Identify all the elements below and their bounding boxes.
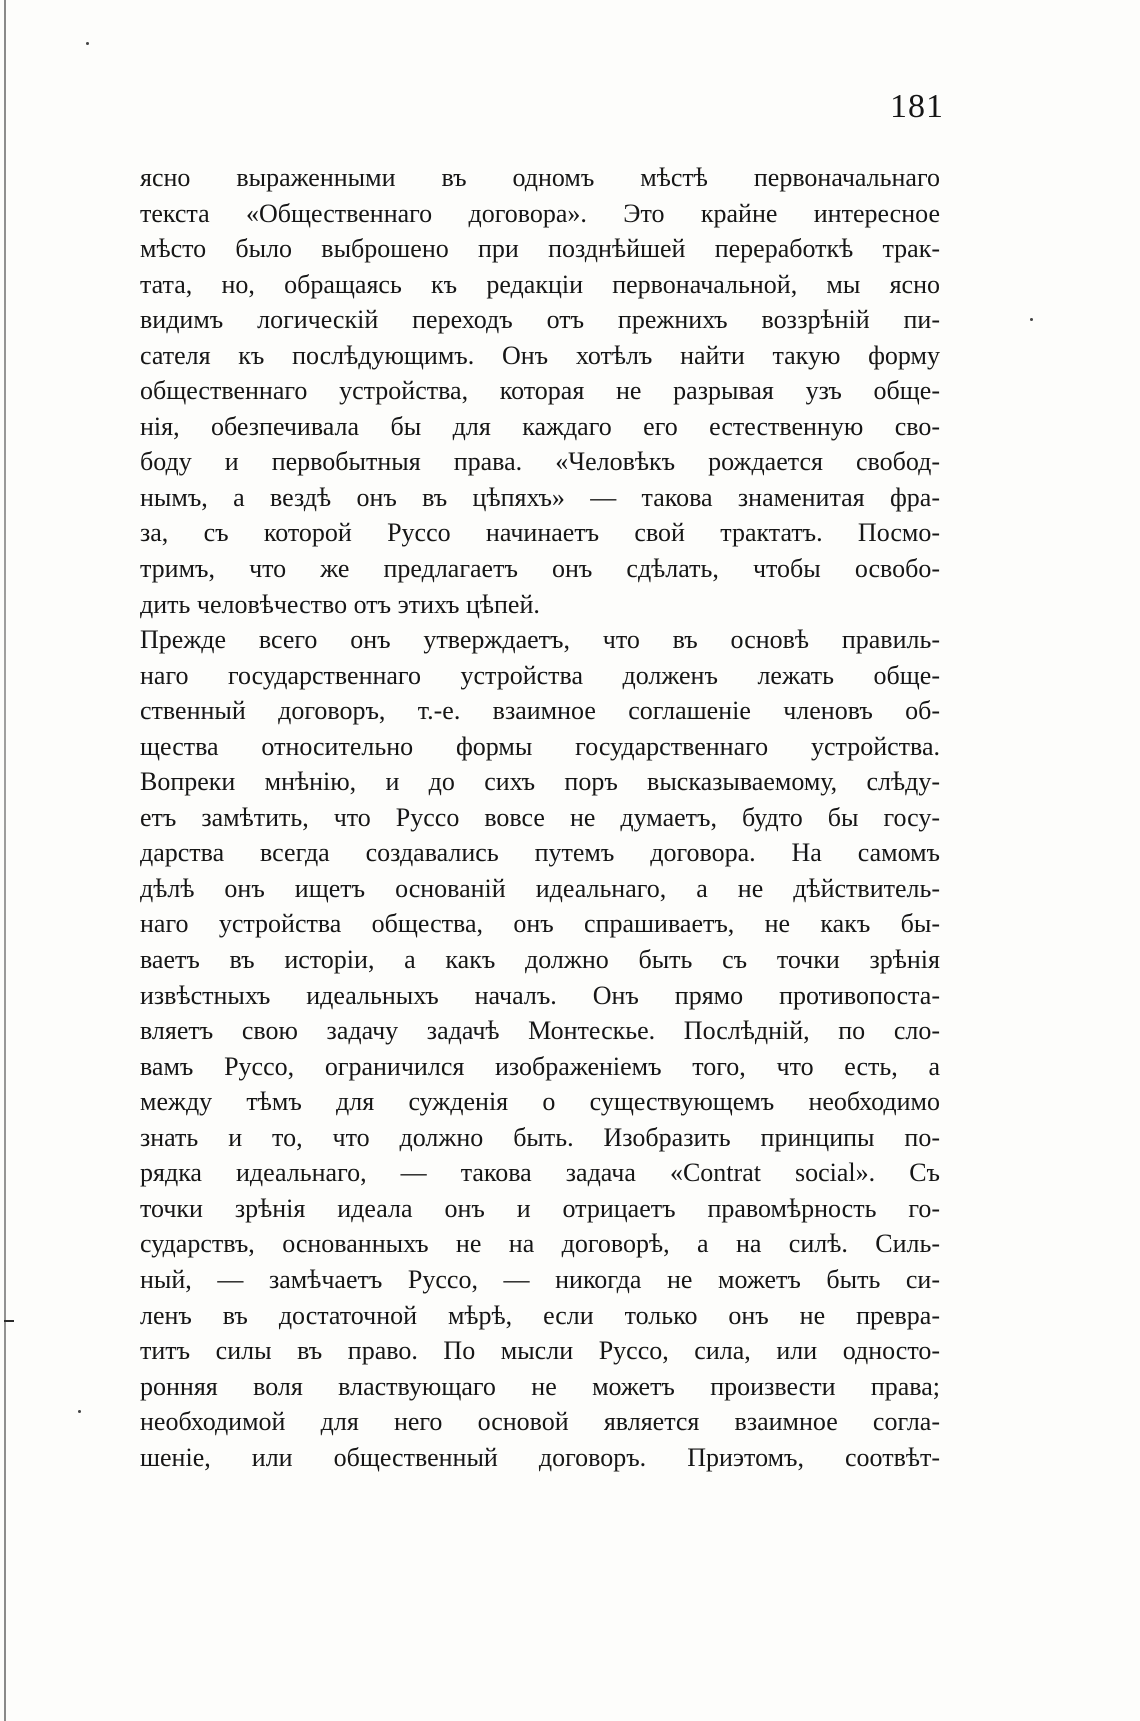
text-line: дарства всегда создавались путемъ договора. На самомъ [140,838,940,868]
text-line: ленъ въ достаточной мѣрѣ, если только онъ не превра- [140,1300,940,1330]
body-text [140,160,940,1475]
text-line: наго государственнаго устройства долженъ лежать обще- [140,660,940,690]
text-line: титъ силы въ право. По мысли Руссо, сила, или односто- [140,1336,940,1366]
text-line: Прежде всего онъ утверждаетъ, что въ основѣ правиль- [140,625,940,655]
text-line: Вопреки мнѣнію, и до сихъ поръ высказываемому, слѣду- [140,767,940,797]
text-line: тата, но, обращаясь къ редакціи первоначальной, мы ясно [140,269,940,299]
text-line: нія, обезпечивала бы для каждаго его естественную сво- [140,411,940,441]
text-line: шеніе, или общественный договоръ. Приэтомъ, соотвѣт- [140,1442,940,1472]
text-line: текста «Общественнаго договора». Это крайне интересное [140,198,940,228]
text-line: боду и первобытныя права. «Человѣкъ рождается свобод- [140,447,940,477]
text-line: нымъ, а вездѣ онъ въ цѣпяхъ» — такова знаменитая фра- [140,482,940,512]
scan-speck [78,1410,81,1413]
text-line: вляетъ свою задачу задачѣ Монтескье. Послѣдній, по сло- [140,1016,940,1046]
text-line: необходимой для него основой является взаимное согла- [140,1407,940,1437]
text-line: ственный договоръ, т.-е. взаимное соглашеніе членовъ об- [140,696,940,726]
text-line: сударствъ, основанныхъ не на договорѣ, а на силѣ. Силь- [140,1229,940,1259]
page-number: 181 [890,88,944,125]
page-edge-mark [4,1320,14,1322]
text-line: точки зрѣнія идеала онъ и отрицаетъ правомѣрность го- [140,1193,940,1223]
text-line: вамъ Руссо, ограничился изображеніемъ того, что есть, а [140,1051,940,1081]
scan-speck [1030,318,1033,321]
text-line: дѣлѣ онъ ищетъ основаній идеальнаго, а не дѣйствитель- [140,873,940,903]
text-line: общественнаго устройства, которая не разрывая узъ обще- [140,376,940,406]
text-line: между тѣмъ для сужденія о существующемъ необходимо [140,1087,940,1117]
text-line: извѣстныхъ идеальныхъ началъ. Онъ прямо противопоста- [140,980,940,1010]
scan-speck [86,42,89,45]
text-line: етъ замѣтить, что Руссо вовсе не думаетъ, будто бы госу- [140,802,940,832]
text-line: видимъ логическій переходъ отъ прежнихъ воззрѣній пи- [140,305,940,335]
text-line: наго устройства общества, онъ спрашиваетъ, не какъ бы- [140,909,940,939]
page-edge-line [4,0,6,1721]
text-line: ваетъ въ исторіи, а какъ должно быть съ точки зрѣнія [140,945,940,975]
text-line: за, съ которой Руссо начинаетъ свой трактатъ. Посмо- [140,518,940,548]
text-line: тримъ, что же предлагаетъ онъ сдѣлать, чтобы освобо- [140,554,940,584]
text-line: дить человѣчество отъ этихъ цѣпей. [140,589,540,619]
text-line: сателя къ послѣдующимъ. Онъ хотѣлъ найти такую форму [140,340,940,370]
text-line: мѣсто было выброшено при позднѣйшей переработкѣ трак- [140,234,940,264]
text-line: ный, — замѣчаетъ Руссо, — никогда не можетъ быть си- [140,1264,940,1294]
text-line: ясно выраженными въ одномъ мѣстѣ первоначальнаго [140,163,940,192]
text-line: знать и то, что должно быть. Изобразить принципы по- [140,1122,940,1152]
text-line: рядка идеальнаго, — такова задача «Contrat social». Съ [140,1158,940,1188]
text-line: ронняя воля властвующаго не можетъ произвести права; [140,1371,940,1401]
text-line: щества относительно формы государственнаго устройства. [140,731,940,761]
